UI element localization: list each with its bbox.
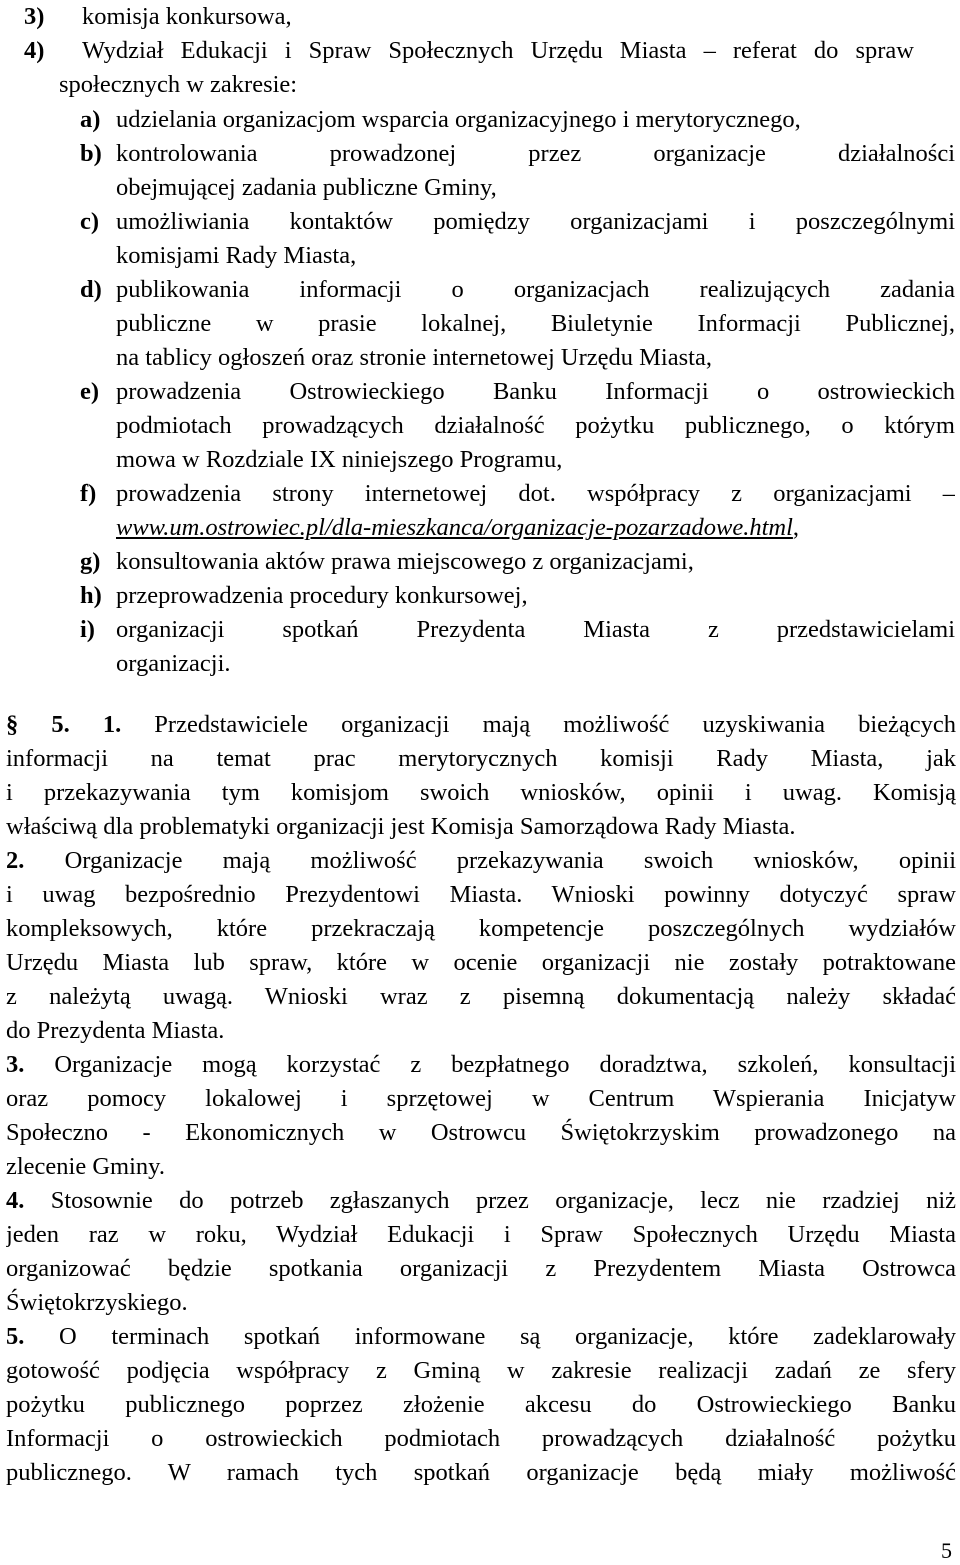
list-text: komisja konkursowa, [82,3,292,30]
sub-text-continued: publiczne w prasie lokalnej, Biuletynie Informacji Publicznej, [116,310,955,337]
sub-text: umożliwiania kontaktów pomiędzy organizacjami i poszczególnymi [116,208,955,235]
section-5-paragraph-5 [6,1320,956,1354]
paragraph-line: Urzędu Miasta lub spraw, które w ocenie organizacji nie zostały potraktowane [6,949,956,976]
sub-text: publikowania informacji o organizacjach realizujących zadania [116,276,955,303]
list-item-3 [24,0,292,34]
paragraph-text: Organizacje mają możliwość przekazywania swoich wniosków, opinii [64,847,956,874]
section-5-paragraph-2 [6,844,956,878]
sub-item-a [80,103,801,137]
sub-item-h [80,579,528,613]
sub-label: g) [80,548,101,575]
sub-label: a) [80,106,101,133]
list-number: 4) [24,37,45,64]
section-5-paragraph-3 [6,1048,956,1082]
paragraph-text: Stosownie do potrzeb zgłaszanych przez organizacje, lecz nie rzadziej niż [50,1187,956,1214]
paragraph-line: Informacji o ostrowieckich podmiotach prowadzących działalność pożytku [6,1425,956,1452]
paragraph-line: gotowość podjęcia współpracy z Gminą w zakresie realizacji zadań ze sfery [6,1357,956,1384]
sub-label: c) [80,208,100,235]
sub-text: , [792,514,800,541]
sub-item-d [80,273,955,307]
sub-text: kontrolowania prowadzonej przez organizacje działalności [116,140,955,167]
paragraph-line: właściwą dla problematyki organizacji jest Komisja Samorządowa Rady Miasta. [6,813,796,840]
sub-text-continued: na tablicy ogłoszeń oraz stronie internetowej Urzędu Miasta, [116,344,712,371]
paragraph-number: 2. [6,847,25,874]
list-number: 3) [24,3,45,30]
paragraph-text: O terminach spotkań informowane są organizacje, które zadeklarowały [59,1323,956,1350]
sub-label: b) [80,140,102,167]
list-item-4 [24,34,914,68]
sub-item-i [80,613,955,647]
sub-label: e) [80,378,100,405]
paragraph-line: i przekazywania tym komisjom swoich wniosków, opinii i uwag. Komisją [6,779,956,806]
sub-text: prowadzenia strony internetowej dot. współpracy z organizacjami – [116,480,955,507]
sub-item-b [80,137,955,171]
sub-text: prowadzenia Ostrowieckiego Banku Informacji o ostrowieckich [116,378,955,405]
paragraph-line: informacji na temat prac merytorycznych komisji Rady Miasta, jak [6,745,956,772]
paragraph-line: Świętokrzyskiego. [6,1289,188,1316]
sub-text-continued: obejmującej zadania publiczne Gminy, [116,174,497,201]
paragraph-line: i uwag bezpośrednio Prezydentowi Miasta. Wnioski powinny dotyczyć spraw [6,881,956,908]
sub-item-c [80,205,955,239]
paragraph-line: pożytku publicznego poprzez złożenie akcesu do Ostrowieckiego Banku [6,1391,956,1418]
paragraph-line: jeden raz w roku, Wydział Edukacji i Spraw Społecznych Urzędu Miasta [6,1221,956,1248]
sub-item-e [80,375,955,409]
paragraph-number: 3. [6,1051,25,1078]
section-heading: § 5. [6,711,70,738]
paragraph-line: oraz pomocy lokalowej i sprzętowej w Centrum Wspierania Inicjatyw [6,1085,956,1112]
section-5-paragraph-4 [6,1184,956,1218]
paragraph-text: Przedstawiciele organizacji mają możliwość uzyskiwania bieżących [154,711,956,738]
list-text: Wydział Edukacji i Spraw Społecznych Urzędu Miasta – referat do spraw [82,37,914,64]
sub-text: udzielania organizacjom wsparcia organizacyjnego i merytorycznego, [116,106,801,133]
sub-label: h) [80,582,102,609]
sub-text-continued: organizacji. [116,650,231,677]
paragraph-line: do Prezydenta Miasta. [6,1017,225,1044]
sub-text: konsultowania aktów prawa miejscowego z organizacjami, [116,548,694,575]
paragraph-line: Społeczno - Ekonomicznych w Ostrowcu Świętokrzyskim prowadzonego na [6,1119,956,1146]
paragraph-line: publicznego. W ramach tych spotkań organizacje będą miały możliwość [6,1459,956,1486]
sub-item-g [80,545,694,579]
paragraph-number: 4. [6,1187,25,1214]
paragraph-text: Organizacje mogą korzystać z bezpłatnego doradztwa, szkoleń, konsultacji [54,1051,956,1078]
paragraph-line: kompleksowych, które przekraczają kompetencje poszczególnych wydziałów [6,915,956,942]
sub-url-line [116,511,799,545]
sub-label: d) [80,276,102,303]
sub-label: i) [80,616,95,643]
sub-text-continued: mowa w Rozdziale IX niniejszego Programu, [116,446,563,473]
sub-item-f [80,477,955,511]
section-5-paragraph-1 [6,708,956,742]
paragraph-line: organizować będzie spotkania organizacji z Prezydentem Miasta Ostrowca [6,1255,956,1282]
sub-text: przeprowadzenia procedury konkursowej, [116,582,528,609]
sub-text-continued: podmiotach prowadzących działalność pożytku publicznego, o którym [116,412,955,439]
paragraph-number: 5. [6,1323,25,1350]
paragraph-line: z należytą uwagą. Wnioski wraz z pisemną dokumentacją należy składać [6,983,956,1010]
sub-label: f) [80,480,97,507]
sub-text-continued: komisjami Rady Miasta, [116,242,357,269]
paragraph-number: 1. [102,711,122,738]
paragraph-line: zlecenie Gminy. [6,1153,165,1180]
list-text-continued: społecznych w zakresie: [59,71,298,98]
page-number: 5 [941,1538,952,1563]
sub-text: organizacji spotkań Prezydenta Miasta z przedstawicielami [116,616,955,643]
website-link[interactable]: www.um.ostrowiec.pl/dla-mieszkanca/organizacje-pozarzadowe.html [116,514,793,541]
